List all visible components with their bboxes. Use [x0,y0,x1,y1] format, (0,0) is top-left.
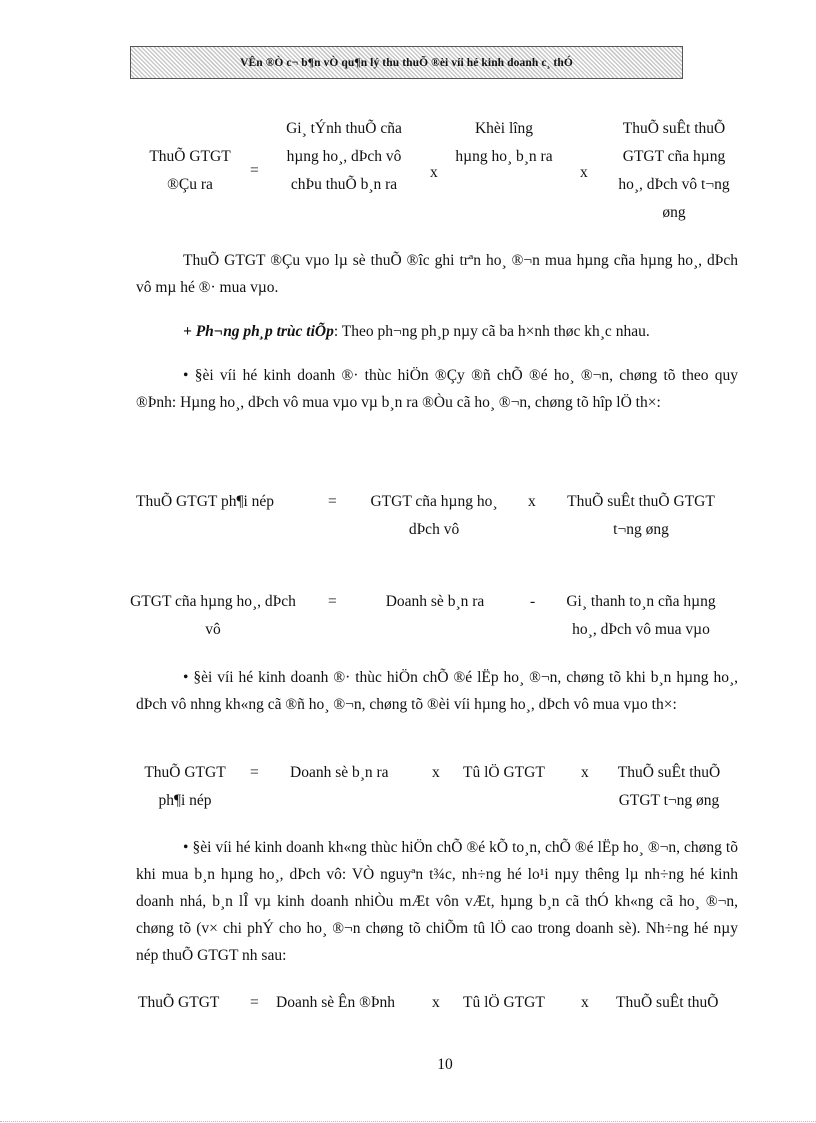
formula1-term3-l4: øng [662,204,686,221]
formula1-term1-l3: chÞu thuÕ b¸n ra [290,176,398,193]
direct-method-heading: + Ph¬ng ph¸p trùc tiÕp [183,323,334,340]
formula3-equals: = [328,593,337,610]
running-header [130,46,683,79]
formula5-c: ThuÕ suÊt thuÕ [616,994,719,1011]
formula4-c-l1: ThuÕ suÊt thuÕ [617,764,721,781]
page-bottom-border [0,1121,816,1122]
formula1-result-l2: ®Çu ra [167,176,213,193]
formula1-term1-l2: hµng ho¸, dÞch vô [286,148,402,165]
formula3-right-l2: ho¸, dÞch vô mua vµo [572,621,710,638]
formula3-right-l1: Gi¸ thanh to¸n cña hµng [566,593,716,610]
formula4-b: Tû lÖ GTGT [463,764,545,781]
formula3-mid: Doanh sè b¸n ra [385,593,485,610]
formula4-c-l2: GTGT t¬ng øng [618,792,720,809]
formula5-a: Doanh sè Ên ®Þnh [276,994,395,1011]
formula2-mid-l2: dÞch vô [408,521,460,538]
formula3-left-l2: vô [205,621,221,638]
formula4-equals: = [250,764,259,781]
formula4-times-2: x [581,764,589,781]
formula4-times-1: x [432,764,440,781]
formula4-left-l2: ph¶i nép [158,792,212,809]
formula2-left: ThuÕ GTGT ph¶i nép [136,493,275,510]
formula4-a: Doanh sè b¸n ra [290,764,389,781]
paragraph-direct-method [136,318,738,345]
formula1-term2-l1: Khèi lîng [474,120,534,137]
formula5-equals: = [250,994,259,1011]
formula5-times-2: x [581,994,589,1011]
formula2-mid-l1: GTGT cña hµng ho¸ [370,493,498,510]
formula2-equals: = [328,493,337,510]
formula2-right-l1: ThuÕ suÊt thuÕ GTGT [567,493,715,510]
formula2-right-l2: t¬ng øng [613,521,669,538]
formula1-term3-l1: ThuÕ suÊt thuÕ [622,120,726,137]
formula1-equals: = [250,162,259,179]
formula1-times-1: x [430,164,438,181]
page-number: 10 [437,1056,453,1073]
formula1-result-l1: ThuÕ GTGT [149,148,231,165]
direct-method-text: : Theo ph¬ng ph¸p nµy cã ba h×nh thøc kh¸c nhau. [333,323,650,340]
formula5-left: ThuÕ GTGT [138,994,220,1011]
header-title: VÊn ®Ò c¬ b¶n vÒ qu¶n lý thu thuÕ ®èi víi hé kinh doanh c¸ thÓ [240,56,573,69]
formula1-times-2: x [580,164,588,181]
formula1-term2-l2: hµng ho¸ b¸n ra [455,148,553,165]
formula1-term1-l1: Gi¸ tÝnh thuÕ cña [286,120,402,137]
formula3-minus: - [530,593,536,610]
paragraph-full-invoice: • §èi víi hé kinh doanh ®· thùc hiÖn ®Çy ®ñ chÕ ®é ho¸ ®¬n, chøng tõ theo quy ®Þnh: Hµng ho¸, dÞch vô mua vµo vµ b¸n ra ®Òu cã ho¸ ®¬n, chøng tõ hîp lÖ th×: [136,367,738,411]
paragraph-no-accounting: • §èi víi hé kinh doanh kh«ng thùc hiÖn chÕ ®é kÕ to¸n, chÕ ®é lËp ho¸ ®¬n, chøng tõ khi mua b¸n hµng ho¸, dÞch vô: VÒ nguyªn t¾c, nh÷ng hé lo¹i nµy thêng lµ nh÷ng hé kinh doanh nhá, b¸n lÎ vµ kinh doanh nhiÒu mÆt vôn vÆt, hµng b¸n cã thÓ kh«ng cã ho¸ ®¬n, chøng tõ (v× chi phÝ cho ho¸ ®¬n chøng tõ chiÕm tû lÖ cao trong doanh sè). Nh÷ng hé nµy nép thuÕ GTGT nh sau: [136,839,738,964]
formula3-left-l1: GTGT cña hµng ho¸, dÞch [130,593,296,610]
formula2-times: x [528,493,536,510]
paragraph-partial-invoice: • §èi víi hé kinh doanh ®· thùc hiÖn chÕ ®é lËp ho¸ ®¬n, chøng tõ khi b¸n hµng ho¸, dÞch vô nhng kh«ng cã ®ñ ho¸ ®¬n, chøng tõ ®èi víi hµng ho¸, dÞch vô mua vµo th×: [136,669,738,713]
paragraph-input-vat: ThuÕ GTGT ®Çu vµo lµ sè thuÕ ®îc ghi trªn ho¸ ®¬n mua hµng cña hµng ho¸, dÞch vô mµ hé ®· mua vµo. [136,252,738,296]
formula5-b: Tû lÖ GTGT [463,994,545,1011]
formula4-left-l1: ThuÕ GTGT [144,764,226,781]
formula5-times-1: x [432,994,440,1011]
formula1-term3-l2: GTGT cña hµng [622,148,726,165]
formula1-term3-l3: ho¸, dÞch vô t¬ng [618,176,730,193]
